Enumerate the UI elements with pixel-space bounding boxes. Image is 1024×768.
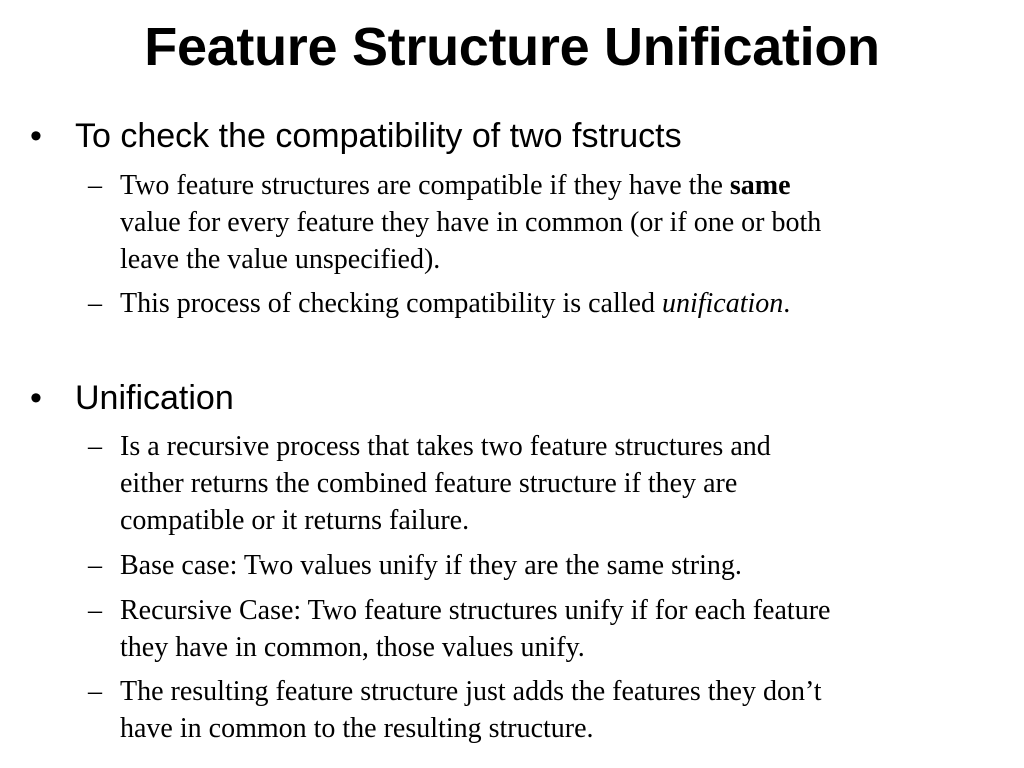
- sub-item-text: Is a recursive process that takes two feature structures and: [120, 431, 771, 462]
- bullet-heading: Unification: [75, 379, 234, 417]
- sub-item-text: they have in common, those values unify.: [120, 632, 585, 663]
- slide-title: Feature Structure Unification: [144, 17, 880, 77]
- sub-item-text: either returns the combined feature structure if they are: [120, 468, 738, 499]
- sub-item-text: have in common to the resulting structure.: [120, 713, 594, 744]
- dash-marker: –: [88, 550, 102, 581]
- sub-item-text: This process of checking compatibility is called: [120, 288, 662, 319]
- sub-item-text: The resulting feature structure just adds the features they don’t: [120, 676, 822, 707]
- emphasis-same: same: [729, 170, 791, 201]
- dash-marker: –: [88, 431, 102, 462]
- dash-marker: –: [88, 595, 102, 626]
- sub-item-text: compatible or it returns failure.: [120, 505, 470, 536]
- dash-marker: –: [88, 170, 102, 201]
- emphasis-unification: unification: [661, 288, 784, 319]
- sub-item-text: Base case: Two values unify if they are the same string.: [120, 550, 742, 581]
- sub-item-text: value for every feature they have in common (or if one or both: [120, 207, 822, 238]
- slide: Feature Structure Unification • To check the compatibility of two fstructs – Two feature structures are compatible if they have the same value for every feature they have in common (or if one or both leave the value unspecified). – This process of checking compatibility is called unification. • Unification – Is a recursive process that takes two feature structures and either returns the combined feature structure if they are compatible or it returns failure. – Base case: Two values unify if they are the same string. – Recursive Case: Two feature structures unify if for each feature they have in common, those values unify. – The resulting feature structure just adds the features they don’t have in common to the resulting structure.: [0, 0, 1024, 768]
- sub-item-text: leave the value unspecified).: [120, 244, 441, 275]
- bullet-marker: •: [30, 117, 42, 155]
- sub-item-text: Recursive Case: Two feature structures unify if for each feature: [120, 595, 831, 626]
- bullet-heading: To check the compatibility of two fstructs: [75, 117, 682, 155]
- bullet-marker: •: [30, 379, 42, 417]
- dash-marker: –: [88, 288, 102, 319]
- dash-marker: –: [88, 676, 102, 707]
- sub-item-text: Two feature structures are compatible if they have the: [120, 170, 730, 201]
